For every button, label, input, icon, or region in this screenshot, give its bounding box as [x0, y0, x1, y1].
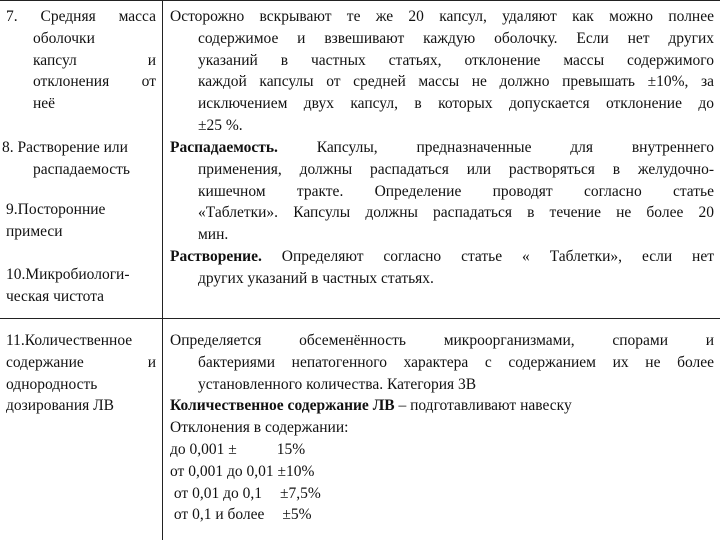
disintegration-title: Распадаемость.	[170, 139, 278, 156]
deviation-row	[170, 461, 714, 483]
param-average-mass	[6, 6, 156, 115]
desc-line: указаний в частных статьях, отклонение массы содержимого	[198, 51, 714, 69]
deviation-label: Отклонения в содержании:	[170, 419, 349, 437]
param-line: 9.Посторонние	[6, 201, 106, 218]
desc-line: содержимое и взвешивают каждую оболочку. Если нет других	[198, 29, 714, 47]
param-line: капсул и	[33, 51, 156, 69]
deviation-value: ±7,5%	[279, 484, 321, 502]
deviation-value: 15%	[276, 440, 306, 458]
deviation-range: от 0,001 до 0,01 ±	[170, 462, 286, 480]
param-line: неё	[33, 95, 56, 113]
desc-line	[170, 395, 714, 417]
param-microbiology	[6, 264, 156, 308]
param-line: ческая чистота	[6, 287, 105, 305]
desc-text: Капсулы, предназначенные для внутреннего	[316, 139, 714, 156]
quantitative-title: Количественное содержание ЛВ	[170, 397, 395, 415]
desc-text: – подготавливают навеску	[394, 397, 572, 415]
desc-line: кишечном тракте. Определение проводят согласно статье	[198, 182, 714, 200]
param-line: 11.Количественное	[6, 332, 133, 349]
param-dissolution	[2, 137, 156, 181]
desc-line: других указаний в частных статьях.	[198, 269, 434, 287]
param-quantitative	[6, 330, 156, 417]
desc-quantitative	[170, 330, 714, 526]
param-line: содержание и	[6, 353, 156, 371]
dissolution-title: Растворение.	[170, 247, 262, 265]
desc-line: мин.	[198, 226, 229, 244]
desc-line: установленного количества. Категория 3В	[198, 375, 477, 393]
row-divider-2	[0, 318, 720, 319]
deviation-range: от 0,1 и более	[170, 506, 265, 524]
desc-line: бактериями непатогенного характера с содержанием их не более	[198, 353, 714, 371]
desc-line: ±25 %.	[198, 116, 243, 134]
deviation-row	[170, 483, 714, 505]
desc-average-mass	[170, 6, 714, 137]
desc-line: Определяется обсеменённость микроорганизмами, спорами и	[170, 332, 714, 349]
deviation-range: до 0,001 ±	[170, 440, 237, 458]
param-line: однородность	[6, 375, 98, 393]
deviation-row	[170, 439, 714, 461]
param-line: примеси	[6, 222, 63, 240]
param-line: 8. Растворение или	[2, 139, 128, 156]
row-divider-1	[0, 0, 720, 1]
desc-text: Определяют согласно статье « Таблетки», если нет	[281, 247, 714, 265]
desc-disintegration	[170, 137, 714, 290]
param-impurities	[6, 199, 156, 243]
desc-line	[170, 137, 714, 159]
column-divider	[162, 0, 163, 540]
desc-line: каждой капсулы от средней массы не должно превышать ±10%, за	[198, 73, 714, 91]
param-line: оболочки	[33, 29, 95, 47]
param-line: 7. Средняя масса	[6, 8, 156, 25]
deviation-range: от 0,01 до 0,1	[170, 484, 262, 502]
desc-line	[170, 246, 714, 268]
param-line: распадаемость	[33, 160, 130, 178]
desc-line: «Таблетки». Капсулы должны распадаться в течение не более 20	[198, 204, 714, 222]
param-line: отклонения от	[33, 73, 156, 91]
desc-line: Осторожно вскрывают те же 20 капсул, удаляют как можно полнее	[170, 8, 714, 25]
deviation-value: ±5%	[282, 506, 312, 524]
param-line: дозирования ЛВ	[6, 397, 114, 415]
desc-line: применения, должны распадаться или растворяться в желудочно-	[198, 160, 714, 178]
desc-line: исключением двух капсул, в которых допускается отклонение до	[198, 95, 714, 113]
deviation-value: 10%	[285, 462, 315, 480]
param-line: 10.Микробиологи-	[6, 266, 130, 283]
deviation-row	[170, 504, 714, 526]
